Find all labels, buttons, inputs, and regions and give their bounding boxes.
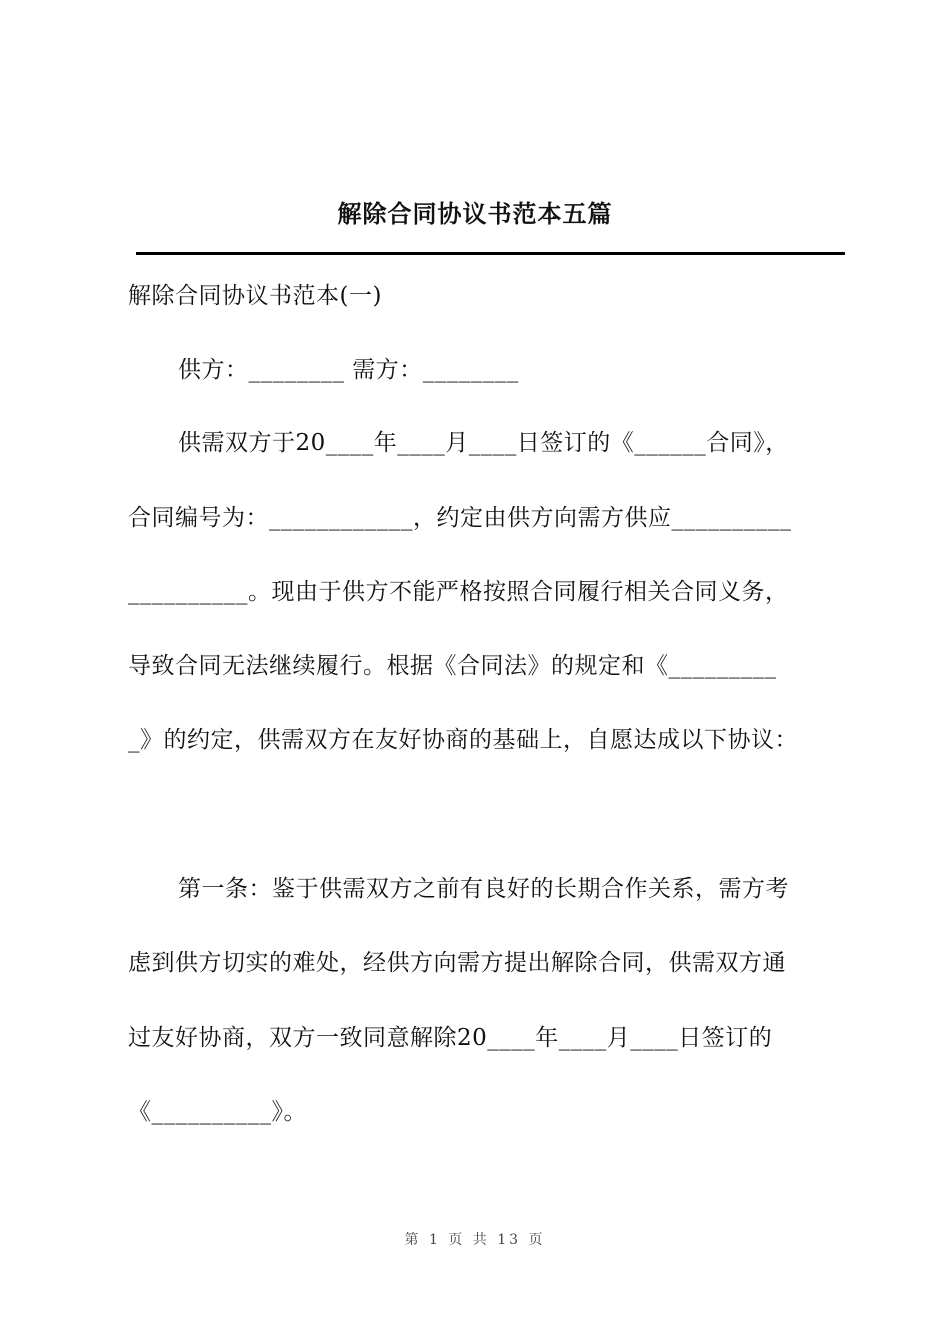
title-divider	[136, 252, 845, 255]
body-line: _》的约定，供需双方在友好协商的基础上，自愿达成以下协议：	[128, 727, 798, 753]
article-line: 过友好协商，双方一致同意解除20____年____月____日签订的	[128, 1025, 773, 1051]
page-indicator: 第 1 页 共 13 页	[404, 1232, 546, 1248]
body-line: __________。现由于供方不能严格按照合同履行相关合同义务，	[128, 579, 789, 605]
party-line: 供方：________ 需方：________	[178, 357, 519, 383]
body-line: 合同编号为：____________，约定由供方向需方供应__________	[128, 505, 792, 531]
body-line: 供需双方于20____年____月____日签订的《______合同》，	[178, 430, 789, 456]
section-heading: 解除合同协议书范本(一)	[128, 283, 382, 309]
article-line: 第一条：鉴于供需双方之前有良好的长期合作关系，需方考	[178, 876, 789, 902]
body-line: 导致合同无法继续履行。根据《合同法》的规定和《_________	[128, 653, 777, 679]
document-title: 解除合同协议书范本五篇	[337, 199, 613, 228]
article-line: 《__________》。	[128, 1099, 307, 1125]
article-line: 虑到供方切实的难处，经供方向需方提出解除合同，供需双方通	[128, 950, 786, 976]
